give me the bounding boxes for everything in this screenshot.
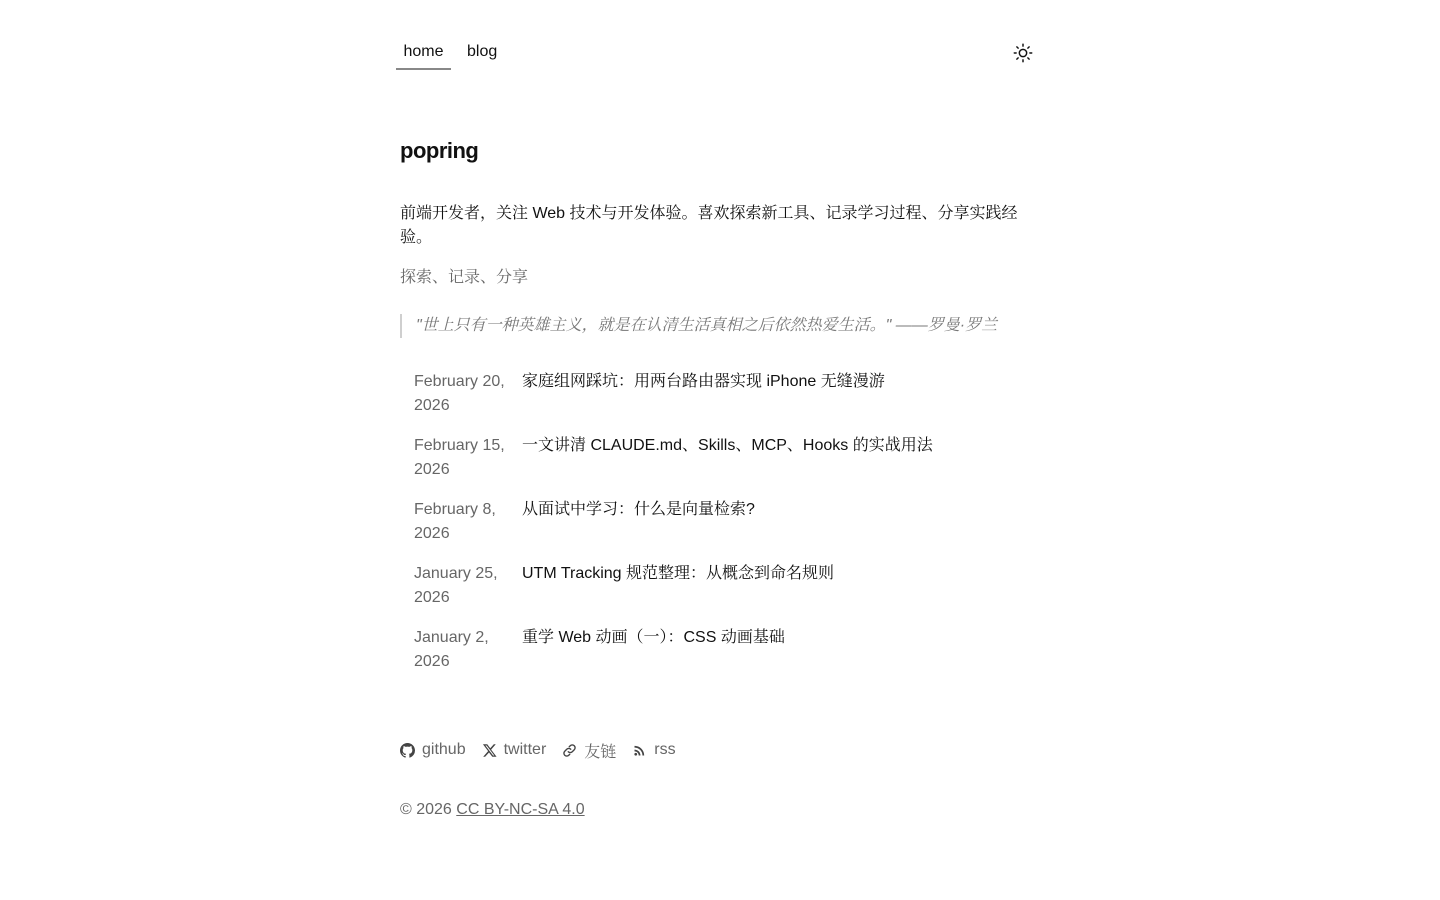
- social-links: [400, 738, 692, 762]
- link-icon: [562, 743, 577, 758]
- post-title-link[interactable]: 家庭组网踩坑：用两台路由器实现 iPhone 无缝漫游: [522, 373, 885, 390]
- rss-icon: [632, 743, 647, 758]
- github-label: github: [422, 741, 466, 758]
- post-date: February 8, 2026: [414, 501, 496, 542]
- post-item[interactable]: [414, 562, 1040, 610]
- post-item[interactable]: [414, 370, 1040, 418]
- top-nav: [396, 34, 1040, 70]
- nav-home-link[interactable]: home: [396, 34, 451, 70]
- post-list: [414, 370, 1040, 690]
- nav-blog-link[interactable]: blog: [467, 43, 498, 60]
- theme-toggle-button[interactable]: [1012, 42, 1034, 64]
- post-item[interactable]: [414, 434, 1040, 482]
- post-title-link[interactable]: UTM Tracking 规范整理：从概念到命名规则: [522, 565, 835, 582]
- post-date: January 25, 2026: [414, 565, 498, 606]
- bio-text: 前端开发者，关注 Web 技术与开发体验。喜欢探索新工具、记录学习过程、分享实践经验。: [400, 205, 1018, 246]
- github-icon: [400, 743, 415, 758]
- post-title-link[interactable]: 从面试中学习：什么是向量检索?: [522, 501, 755, 518]
- license-link[interactable]: CC BY-NC-SA 4.0: [456, 801, 585, 818]
- copyright-text: © 2026: [400, 801, 452, 818]
- quote-block: "世上只有一种英雄主义，就是在认清生活真相之后依然热爱生活。" ——罗曼·罗兰: [400, 314, 997, 338]
- rss-link[interactable]: [632, 741, 675, 759]
- post-item[interactable]: [414, 498, 1040, 546]
- footer: [400, 798, 585, 822]
- post-title-link[interactable]: 重学 Web 动画（一）：CSS 动画基础: [522, 629, 785, 646]
- twitter-label: twitter: [503, 741, 547, 758]
- friend-links-label: 友链: [584, 743, 617, 761]
- rss-label: rss: [654, 741, 676, 758]
- page-title: popring: [400, 138, 479, 163]
- post-title-link[interactable]: 一文讲清 CLAUDE.md、Skills、MCP、Hooks 的实战用法: [522, 437, 933, 454]
- friend-links-link[interactable]: [562, 739, 616, 762]
- x-icon: [482, 743, 497, 758]
- github-link[interactable]: [400, 741, 466, 759]
- sun-icon: [1012, 42, 1034, 64]
- twitter-link[interactable]: [482, 741, 547, 759]
- post-date: January 2, 2026: [414, 629, 489, 670]
- post-item[interactable]: [414, 626, 1040, 674]
- tagline-text: 探索、记录、分享: [400, 269, 529, 286]
- post-date: February 20, 2026: [414, 373, 505, 414]
- post-date: February 15, 2026: [414, 437, 505, 478]
